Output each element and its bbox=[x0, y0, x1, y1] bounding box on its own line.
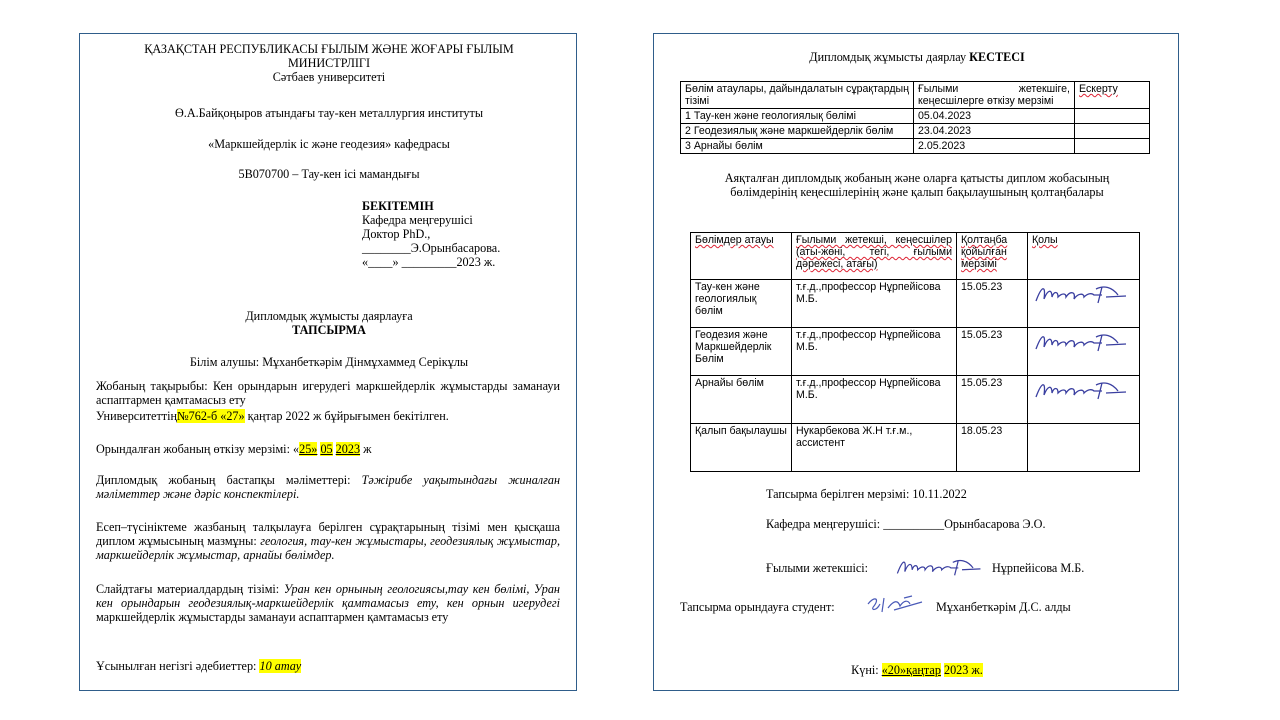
deadline-suffix: ж bbox=[363, 442, 372, 456]
schedule-row bbox=[681, 109, 1150, 124]
date-cell: 15.05.23 bbox=[957, 376, 1028, 424]
date-year: 2023 ж. bbox=[943, 663, 983, 677]
student-signature-icon bbox=[864, 594, 928, 616]
slides-label: Слайдтағы материалдардың тізімі: bbox=[96, 582, 280, 596]
signatures-header-row bbox=[691, 233, 1140, 280]
signatures-title: Аяқталған дипломдық жобаның және оларға қатысты диплом жобасының бөлімдерінің кеңесшілерінің және қалып бақылаушының қолтаңбалары bbox=[724, 171, 1110, 199]
section-cell: Тау-кен және геологиялық бөлім bbox=[691, 280, 792, 328]
date-day: «20» bbox=[881, 663, 907, 677]
header-text: Қолы bbox=[1032, 234, 1058, 246]
schedule-cell: 2.05.2023 bbox=[914, 139, 1075, 154]
header-text: Қолтаңба қойылған мерзімі bbox=[961, 234, 1008, 270]
section-cell: Арнайы бөлім bbox=[691, 376, 792, 424]
deadline-line bbox=[96, 442, 560, 456]
signatures-row bbox=[691, 280, 1140, 328]
questions-label: Есеп–түсініктеме жазбаның талқылауға берілген сұрақтарының тізімі мен қысқаша диплом жұмысының мазмұны: bbox=[96, 520, 560, 548]
schedule-row bbox=[681, 124, 1150, 139]
schedule-title bbox=[664, 50, 1170, 64]
order-pre: Университеттің bbox=[96, 409, 178, 423]
signature-icon bbox=[1032, 329, 1128, 355]
student-name: Мұханбеткәрім Дінмұхаммед Серікұлы bbox=[262, 355, 469, 369]
university-name: Сәтбаев университеті bbox=[272, 70, 386, 84]
slides-tail: маркшейдерлік жұмыстарды заманауи аспаптармен қамтамасыз ету bbox=[96, 610, 449, 624]
schedule-table bbox=[680, 81, 1150, 154]
supervisor-label: Ғылыми жетекшісі: bbox=[766, 561, 869, 575]
supervisor-signature-icon bbox=[890, 555, 986, 579]
remark-header-text: Ескерту bbox=[1079, 83, 1118, 95]
literature-label: Ұсынылған негізгі әдебиеттер: bbox=[96, 659, 257, 673]
schedule-row bbox=[681, 139, 1150, 154]
approval-date-line: «____» _________2023 ж. bbox=[362, 255, 496, 269]
student-label: Білім алушы: bbox=[189, 355, 260, 369]
schedule-cell: 3 Арнайы бөлім bbox=[681, 139, 914, 154]
specialty-line: 5В070700 – Тау-кен ісі мамандығы bbox=[238, 167, 420, 181]
approval-position: Кафедра меңгерушісі bbox=[362, 213, 473, 227]
schedule-header-cell bbox=[1075, 82, 1150, 109]
task-page bbox=[79, 33, 577, 691]
approval-block bbox=[362, 199, 572, 269]
advisor-cell: Нукарбекова Ж.Н т.ғ.м., ассистент bbox=[792, 424, 957, 472]
deadline-month: 05 bbox=[320, 442, 333, 456]
student-receipt-line bbox=[680, 594, 1170, 622]
date-cell: 15.05.23 bbox=[957, 280, 1028, 328]
order-line bbox=[96, 409, 560, 423]
signatures-header-cell bbox=[691, 233, 792, 280]
topic-text: Кен орындарын игерудегі маркшейдерлік жұмыстарды заманауи аспаптармен қамтамасыз ету bbox=[96, 379, 560, 407]
approval-degree: Доктор PhD., bbox=[362, 227, 431, 241]
schedule-title-pre: Дипломдық жұмысты даярлау bbox=[809, 50, 967, 64]
advisor-cell: т.ғ.д.,профессор Нұрпейісова М.Б. bbox=[792, 328, 957, 376]
signature-cell bbox=[1028, 376, 1140, 424]
ministry-heading bbox=[90, 42, 568, 84]
ministry-line-1: ҚАЗАҚСТАН РЕСПУБЛИКАСЫ ҒЫЛЫМ ЖӘНЕ ЖОҒАРЫ ҒЫЛЫМ bbox=[144, 42, 514, 56]
date-cell: 18.05.23 bbox=[957, 424, 1028, 472]
advisor-cell: т.ғ.д.,профессор Нұрпейісова М.Б. bbox=[792, 280, 957, 328]
head-of-department-line: Кафедра меңгерушісі: __________Орынбасарова Э.О. bbox=[766, 517, 1046, 531]
task-title: ТАПСЫРМА bbox=[292, 323, 366, 337]
initial-data-text: Тәжірибе уақытындағы жиналған мәліметтер және дәріс конспектілері. bbox=[96, 473, 560, 501]
signature-cell bbox=[1028, 424, 1140, 472]
slides-paragraph bbox=[96, 582, 560, 624]
signature-icon bbox=[1032, 377, 1128, 403]
signatures-header-cell bbox=[792, 233, 957, 280]
literature-value: 10 атау bbox=[259, 659, 302, 673]
deadline-day: 25» bbox=[299, 442, 318, 456]
schedule-header-cell: Ғылыми жетекшіге, кеңесшілерге өткізу мерзімі bbox=[914, 82, 1075, 109]
initial-data-paragraph bbox=[96, 473, 560, 501]
ministry-line-2: МИНИСТРЛІГІ bbox=[287, 56, 371, 70]
schedule-cell bbox=[1075, 139, 1150, 154]
supervisor-line bbox=[766, 555, 1176, 585]
signature-cell bbox=[1028, 328, 1140, 376]
student-line bbox=[90, 355, 568, 369]
date-line bbox=[664, 663, 1170, 677]
signatures-table bbox=[690, 232, 1140, 472]
student-receipt-label: Тапсырма орындауға студент: bbox=[680, 600, 835, 614]
header-text: Ғылыми жетекші, кеңесшілер (аты-жөні, тегі, ғылыми дәрежесі, атағы) bbox=[796, 234, 952, 270]
deadline-label: Орындалған жобаның өткізу мерзімі: « bbox=[96, 442, 300, 456]
schedule-cell: 2 Геодезиялық және маркшейдерлік бөлім bbox=[681, 124, 914, 139]
department-name: «Маркшейдерлік іс және геодезия» кафедрасы bbox=[208, 137, 450, 151]
task-pre-title: Дипломдық жұмысты даярлауға bbox=[245, 309, 413, 323]
header-text: Бөлімдер атауы bbox=[695, 234, 774, 246]
schedule-cell: 1 Тау-кен және геологиялық бөлімі bbox=[681, 109, 914, 124]
approval-signature-line: ________Э.Орынбасарова. bbox=[362, 241, 501, 255]
schedule-page bbox=[653, 33, 1179, 691]
date-cell: 15.05.23 bbox=[957, 328, 1028, 376]
section-cell: Қалып бақылаушы bbox=[691, 424, 792, 472]
slides-text: Уран кен орнының геологиясы,тау кен бөлімі, Уран кен орындарын геодезиялық-маркшейдерлік қамтамасыз ету, кен орнын игерудегі bbox=[96, 582, 560, 610]
date-label: Күні: bbox=[851, 663, 879, 677]
schedule-header-row bbox=[681, 82, 1150, 109]
initial-data-label: Дипломдық жобаның бастапқы мәліметтері: bbox=[96, 473, 351, 487]
schedule-title-bold: КЕСТЕСІ bbox=[969, 50, 1025, 64]
questions-paragraph bbox=[96, 520, 560, 562]
institute-name: Ө.А.Байқоңыров атындағы тау-кен металлургия институты bbox=[174, 106, 484, 120]
approval-title: БЕКІТЕМІН bbox=[362, 199, 434, 213]
schedule-header-cell: Бөлім атаулары, дайындалатын сұрақтардың тізімі bbox=[681, 82, 914, 109]
topic-label: Жобаның тақырыбы: bbox=[96, 379, 208, 393]
student-receipt-name: Мұханбеткәрім Д.С. алды bbox=[936, 600, 1071, 614]
schedule-cell bbox=[1075, 124, 1150, 139]
schedule-cell: 23.04.2023 bbox=[914, 124, 1075, 139]
date-month: қаңтар bbox=[906, 663, 941, 677]
schedule-cell: 05.04.2023 bbox=[914, 109, 1075, 124]
signature-cell bbox=[1028, 280, 1140, 328]
topic-paragraph bbox=[96, 379, 560, 407]
task-heading bbox=[90, 309, 568, 337]
order-number: №762-б «27» bbox=[177, 409, 245, 423]
signatures-row bbox=[691, 328, 1140, 376]
signature-icon bbox=[1032, 281, 1128, 307]
signatures-header-cell bbox=[957, 233, 1028, 280]
advisor-cell: т.ғ.д.,профессор Нұрпейісова М.Б. bbox=[792, 376, 957, 424]
deadline-year: 2023 bbox=[335, 442, 361, 456]
issue-date-line: Тапсырма берілген мерзімі: 10.11.2022 bbox=[766, 487, 967, 501]
signatures-row bbox=[691, 424, 1140, 472]
schedule-cell bbox=[1075, 109, 1150, 124]
literature-line bbox=[96, 659, 560, 673]
signatures-row bbox=[691, 376, 1140, 424]
questions-text: геология, тау-кен жұмыстары, геодезиялық жұмыстар, маркшейдерлік жұмыстар, арнайы бөлімдер. bbox=[96, 534, 560, 562]
section-cell: Геодезия және Маркшейдерлік Бөлім bbox=[691, 328, 792, 376]
order-post: қаңтар 2022 ж бұйрығымен бекітілген. bbox=[247, 409, 449, 423]
supervisor-name: Нұрпейісова М.Б. bbox=[992, 561, 1085, 575]
signatures-header-cell bbox=[1028, 233, 1140, 280]
